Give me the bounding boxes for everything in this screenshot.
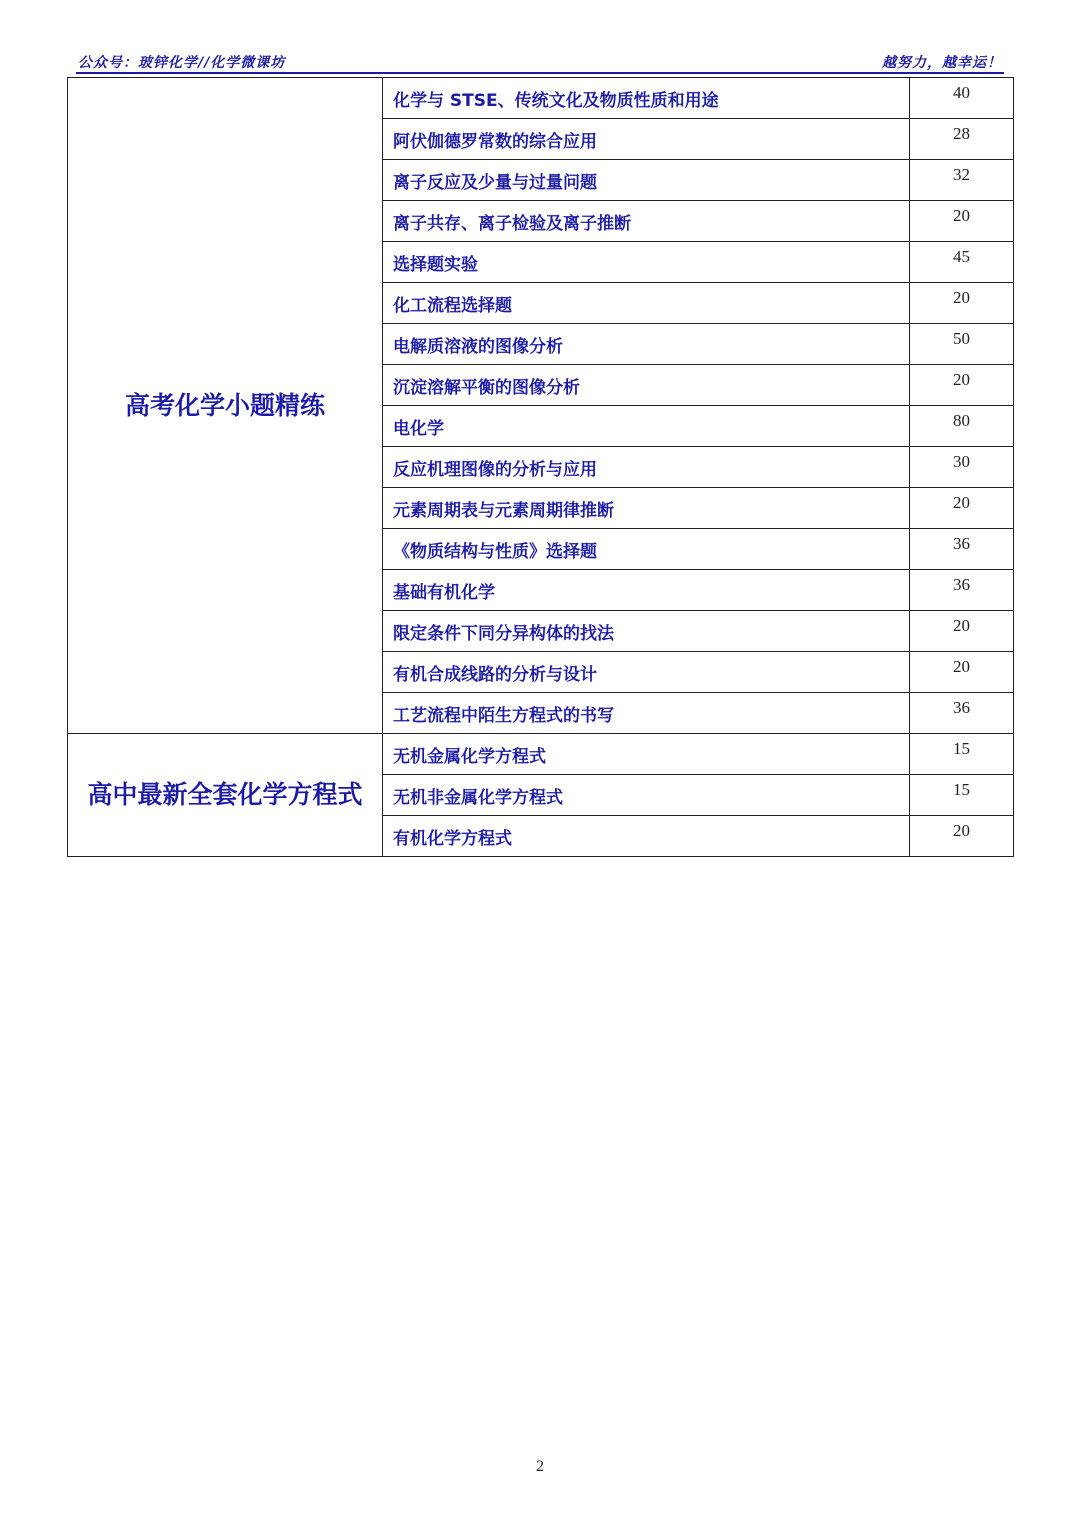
page-header bbox=[76, 50, 1004, 74]
count-cell: 36 bbox=[910, 529, 1014, 570]
topic-cell: 沉淀溶解平衡的图像分析 bbox=[383, 365, 910, 406]
count-cell: 45 bbox=[910, 242, 1014, 283]
count-cell: 20 bbox=[910, 611, 1014, 652]
topic-cell: 选择题实验 bbox=[383, 242, 910, 283]
header-motto-text: 越努力，越幸运！ bbox=[882, 55, 1002, 71]
count-cell: 40 bbox=[910, 78, 1014, 119]
table-row bbox=[68, 78, 1014, 119]
topic-cell: 化学与 STSE、传统文化及物质性质和用途 bbox=[383, 78, 910, 119]
table-row bbox=[68, 734, 1014, 775]
count-cell: 20 bbox=[910, 283, 1014, 324]
section-title: 高考化学小题精练 bbox=[68, 78, 383, 734]
topic-cell: 无机非金属化学方程式 bbox=[383, 775, 910, 816]
section-title: 高中最新全套化学方程式 bbox=[68, 734, 383, 857]
topic-cell: 无机金属化学方程式 bbox=[383, 734, 910, 775]
topic-cell: 离子共存、离子检验及离子推断 bbox=[383, 201, 910, 242]
topic-cell: 反应机理图像的分析与应用 bbox=[383, 447, 910, 488]
topic-cell: 限定条件下同分异构体的找法 bbox=[383, 611, 910, 652]
count-cell: 28 bbox=[910, 119, 1014, 160]
topic-cell: 有机化学方程式 bbox=[383, 816, 910, 857]
topic-cell: 化工流程选择题 bbox=[383, 283, 910, 324]
topic-cell: 电化学 bbox=[383, 406, 910, 447]
count-cell: 15 bbox=[910, 775, 1014, 816]
topic-cell: 有机合成线路的分析与设计 bbox=[383, 652, 910, 693]
contents-table bbox=[67, 77, 1014, 857]
count-cell: 15 bbox=[910, 734, 1014, 775]
page-number: 2 bbox=[536, 1458, 544, 1475]
topic-cell: 基础有机化学 bbox=[383, 570, 910, 611]
count-cell: 20 bbox=[910, 652, 1014, 693]
topic-cell: 元素周期表与元素周期律推断 bbox=[383, 488, 910, 529]
count-cell: 50 bbox=[910, 324, 1014, 365]
topic-cell: 电解质溶液的图像分析 bbox=[383, 324, 910, 365]
count-cell: 20 bbox=[910, 816, 1014, 857]
count-cell: 20 bbox=[910, 201, 1014, 242]
count-cell: 20 bbox=[910, 365, 1014, 406]
topic-cell: 阿伏伽德罗常数的综合应用 bbox=[383, 119, 910, 160]
count-cell: 36 bbox=[910, 570, 1014, 611]
topic-cell: 工艺流程中陌生方程式的书写 bbox=[383, 693, 910, 734]
topic-cell: 离子反应及少量与过量问题 bbox=[383, 160, 910, 201]
count-cell: 32 bbox=[910, 160, 1014, 201]
count-cell: 80 bbox=[910, 406, 1014, 447]
count-cell: 20 bbox=[910, 488, 1014, 529]
topic-cell: 《物质结构与性质》选择题 bbox=[383, 529, 910, 570]
count-cell: 30 bbox=[910, 447, 1014, 488]
header-source-text: 公众号：玻锌化学//化学微课坊 bbox=[78, 55, 286, 71]
count-cell: 36 bbox=[910, 693, 1014, 734]
